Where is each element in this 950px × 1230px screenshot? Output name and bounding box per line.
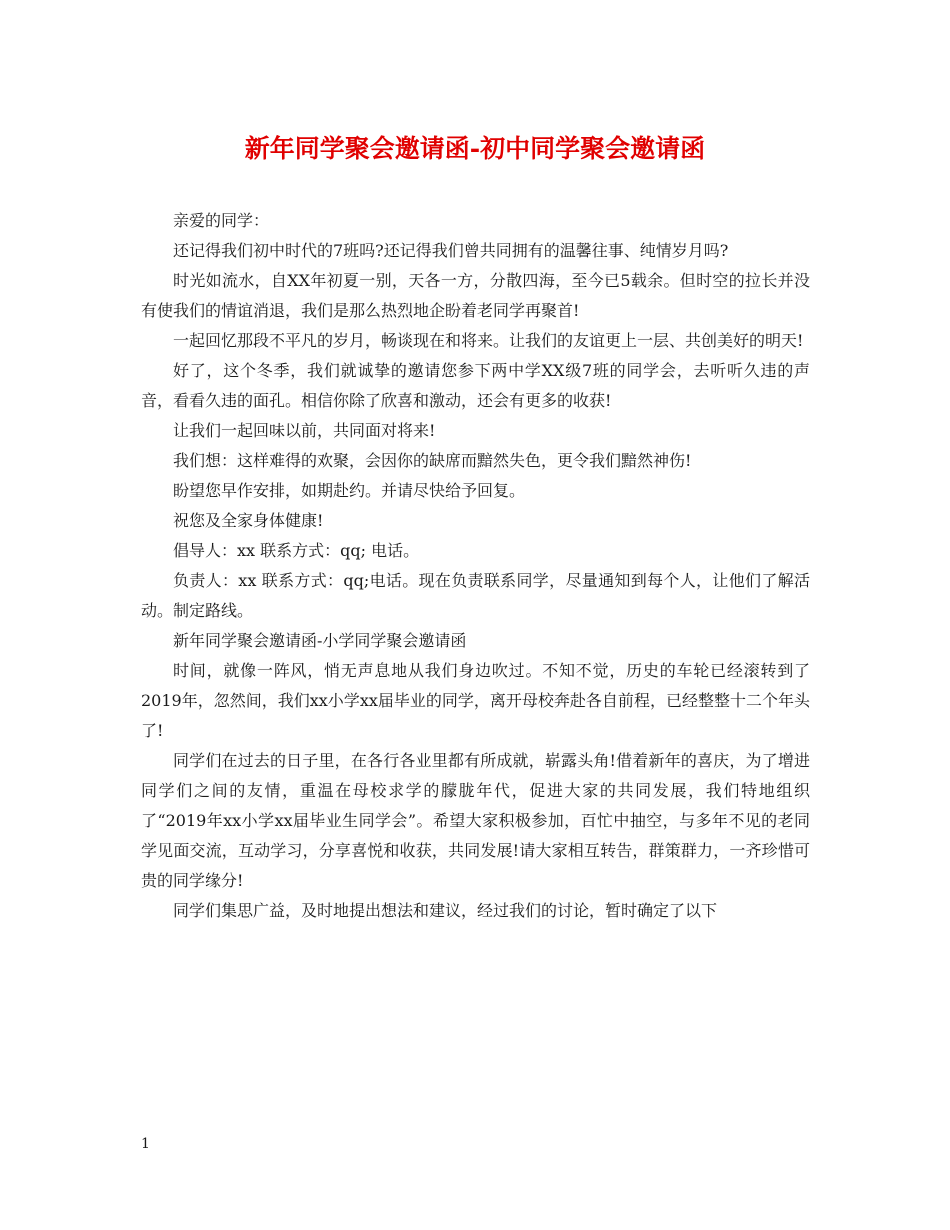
paragraph: 祝您及全家身体健康! xyxy=(173,511,324,530)
page-number: 1 xyxy=(141,1136,150,1152)
paragraph: 时间，就像一阵风，悄无声息地从我们身边吹过。不知不觉，历史的车轮已经滚转到了2019年，忽然间，我们xx小学xx届毕业的同学，离开母校奔赴各自前程，已经整整十二个年头了! xyxy=(141,661,810,740)
paragraph: 让我们一起回味以前，共同面对将来! xyxy=(173,421,436,440)
paragraph: 盼望您早作安排，如期赴约。并请尽快给予回复。 xyxy=(173,481,526,500)
paragraph: 还记得我们初中时代的7班吗?还记得我们曾共同拥有的温馨往事、纯情岁月吗? xyxy=(173,241,729,260)
paragraph: 时光如流水，自XX年初夏一别，天各一方，分散四海，至今已5载余。但时空的拉长并没有使我们的情谊消退，我们是那么热烈地企盼着老同学再聚首! xyxy=(141,271,810,320)
document-body xyxy=(141,206,810,926)
paragraph-responsible: 负责人：xx 联系方式：qq;电话。现在负责联系同学，尽量通知到每个人，让他们了解活动。制定路线。 xyxy=(141,571,810,620)
section-heading: 新年同学聚会邀请函-小学同学聚会邀请函 xyxy=(173,631,467,650)
paragraph: 同学们在过去的日子里，在各行各业里都有所成就，崭露头角!借着新年的喜庆，为了增进同学们之间的友情，重温在母校求学的朦胧年代，促进大家的共同发展，我们特地组织了“2019年xx小学xx届毕业生同学会”。希望大家积极参加，百忙中抽空，与多年不见的老同学见面交流，互动学习，分享喜悦和收获，共同发展!请大家相互转告，群策群力，一齐珍惜可贵的同学缘分! xyxy=(141,751,810,890)
paragraph: 一起回忆那段不平凡的岁月，畅谈现在和将来。让我们的友谊更上一层、共创美好的明天! xyxy=(173,331,804,350)
paragraph: 好了，这个冬季，我们就诚挚的邀请您参下两中学XX级7班的同学会，去听听久违的声音，看看久违的面孔。相信你除了欣喜和激动，还会有更多的收获! xyxy=(141,361,810,410)
paragraph-initiator: 倡导人：xx 联系方式：qq; 电话。 xyxy=(173,541,420,560)
paragraph: 同学们集思广益，及时地提出想法和建议，经过我们的讨论，暂时确定了以下 xyxy=(173,901,718,920)
paragraph-greeting: 亲爱的同学： xyxy=(173,211,270,230)
paragraph: 我们想：这样难得的欢聚，会因你的缺席而黯然失色，更令我们黯然神伤! xyxy=(173,451,692,470)
document-title: 新年同学聚会邀请函-初中同学聚会邀请函 xyxy=(244,134,706,163)
